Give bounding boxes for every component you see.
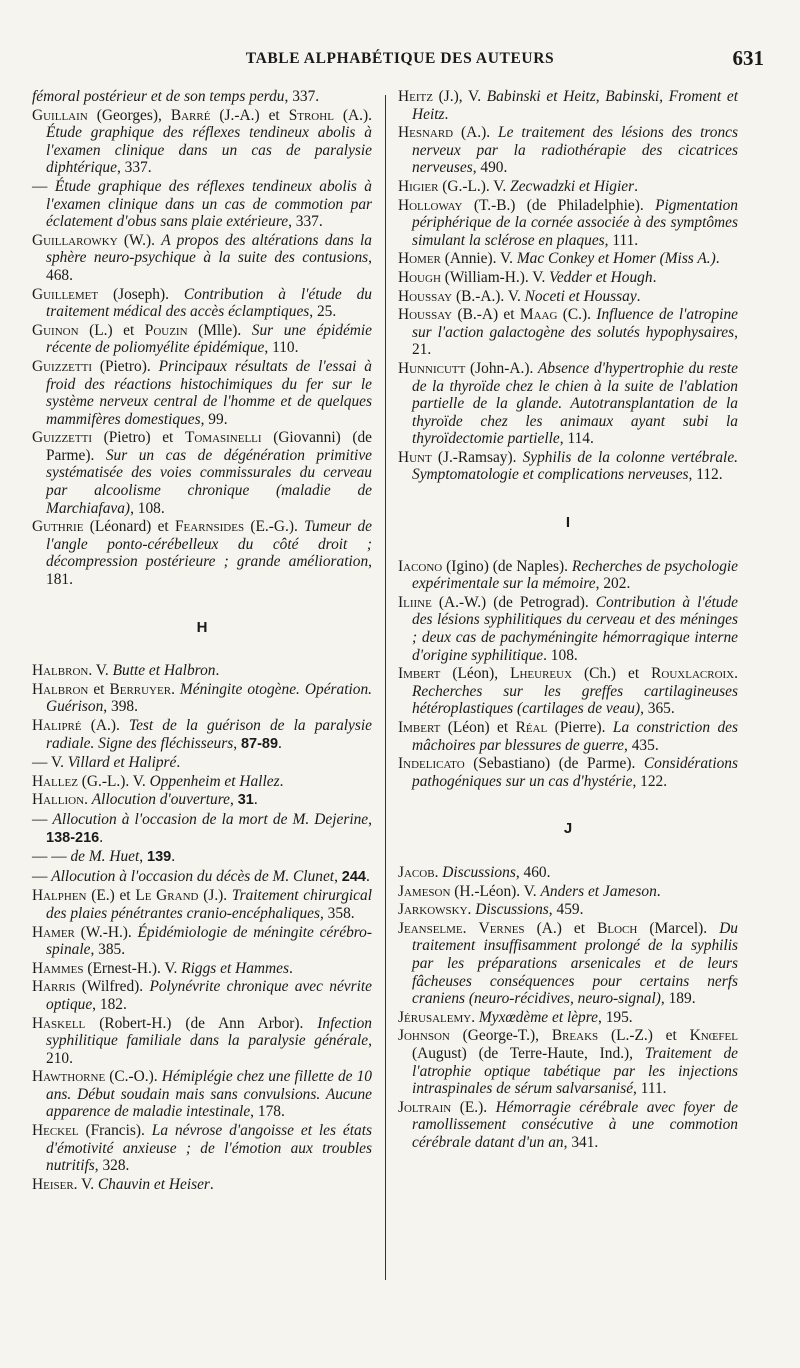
index-entry: fémoral postérieur et de son temps perdu, 337. <box>32 88 320 105</box>
section-letter-i: I <box>565 514 571 532</box>
page-number: 631 <box>732 46 764 70</box>
index-entry: Hammes (Ernest-H.). V. Riggs et Hammes. <box>32 959 293 977</box>
index-entry: Guizzetti (Pietro). Principaux résultats de l'essai à froid des réactions histochimiques du fer sur le système nerveux central de l'homme et de quelques mammifères domestiques, 99. <box>32 357 372 428</box>
index-entry: Guillarowky (W.). A propos des altérations dans la sphère neuro-psychique à la suite des contusions, 468. <box>32 231 372 284</box>
index-entry: — Allocution à l'occasion du décès de M. Clunet, 244. <box>32 867 370 885</box>
index-entry: Hallion. Allocution d'ouverture, 31. <box>32 791 258 809</box>
index-entry: Hallez (G.-L.). V. Oppenheim et Hallez. <box>32 772 284 790</box>
section-letter-h: H <box>196 618 208 636</box>
index-entry: Houssay (B.-A.). V. Noceti et Houssay. <box>398 287 641 305</box>
index-entry: Halbron et Berruyer. Méningite otogène. Opération. Guérison, 398. <box>32 680 372 716</box>
index-entry: Guthrie (Léonard) et Fearnsides (E.-G.). Tumeur de l'angle ponto-cérébelleux du côté droit ; décompression postérieure ; grande amélioration, 181. <box>32 518 372 589</box>
index-entry: Jeanselme. Vernes (A.) et Bloch (Marcel). Du traitement insuffisamment prolongé de la syphilis par les préparations arsenicales et de leurs fâcheuses conséquences pour certains nerfs craniens (neuro-récidives, neuro-signal), 189. <box>398 919 738 1008</box>
index-entry: Hamer (W.-H.). Épidémiologie de méningite cérébro-spinale, 385. <box>32 923 373 959</box>
index-entry: Heitz (J.), V. Babinski et Heitz, Babinski, Froment et Heitz. <box>398 88 738 123</box>
index-entry: Higier (G.-L.). V. Zecwadzki et Higier. <box>398 177 638 195</box>
index-entry: Harris (Wilfred). Polynévrite chronique avec névrite optique, 182. <box>32 978 372 1013</box>
index-entry: Iliine (A.-W.) (de Petrograd). Contribution à l'étude des lésions syphilitiques du cerveau et des méninges ; deux cas de pachyméningite hémorragique interne d'origine syphilitique. 108. <box>398 593 738 664</box>
index-entry: Indelicato (Sebastiano) (de Parme). Considérations pathogéniques sur un cas d'hystérie, 122. <box>398 755 738 790</box>
running-title: TABLE ALPHABÉTIQUE DES AUTEURS <box>245 50 555 67</box>
index-entry: — — de M. Huet, 139. <box>32 848 176 866</box>
index-entry: Guillemet (Joseph). Contribution à l'étude du traitement médical des accès éclamptiques, 25. <box>32 285 372 321</box>
index-entry: Joltrain (E.). Hémorragie cérébrale avec foyer de ramollissement consécutive à une commotion cérébrale datant d'un an, 341. <box>398 1098 739 1151</box>
section-letter-j: J <box>563 820 573 838</box>
index-entry: Iacono (Igino) (de Naples). Recherches de psychologie expérimentale sur la mémoire, 202. <box>398 557 738 593</box>
index-entry: — Étude graphique des réflexes tendineux abolis à l'examen clinique dans un cas de commotion par éclatement d'obus sans plaie extérieure, 337. <box>32 177 372 231</box>
index-entry: — Allocution à l'occasion de la mort de M. Dejerine, 138-216. <box>32 810 372 846</box>
index-entry: Hough (William-H.). V. Vedder et Hough. <box>398 268 657 286</box>
right-column <box>398 88 738 1152</box>
index-entry: Halbron. V. Butte et Halbron. <box>32 662 220 680</box>
index-entry: Jacob. Discussions, 460. <box>398 863 551 881</box>
page-header <box>0 46 800 76</box>
index-entry: Guizzetti (Pietro) et Tomasinelli (Giovanni) (de Parme). Sur un cas de dégénération primitive systématisée des voies commissurales du cerveau par alcoolisme chronique (maladie de Marchiafava), 108. <box>32 429 372 517</box>
index-entry: Hunnicutt (John-A.). Absence d'hypertrophie du reste de la thyroïde chez le chien à la suite de l'ablation partielle de la glande. Autotransplantation de la thyroïde chez les animaux ayant subi la thyroïdectomie partielle, 114. <box>398 359 738 448</box>
index-entry: Guinon (L.) et Pouzin (Mlle). Sur une épidémie récente de poliomyélite épidémique, 110. <box>32 321 372 357</box>
index-entry: Hawthorne (C.-O.). Hémiplégie chez une fillette de 10 ans. Début soudain mais sans convulsions. Aucune apparence de maladie intestinale, 178. <box>32 1068 373 1121</box>
index-entry: Imbert (Léon), Lheureux (Ch.) et Rouxlacroix. Recherches sur les greffes cartilagineuses hétéroplastiques (cartilages de veau), 365. <box>398 665 738 718</box>
index-entry: Jarkowsky. Discussions, 459. <box>398 901 584 919</box>
index-entry: Halphen (E.) et Le Grand (J.). Traitement chirurgical des plaies pénétrantes cranio-encéphaliques, 358. <box>32 887 372 922</box>
index-entry: Houssay (B.-A) et Maag (C.). Influence de l'atropine sur l'action galactogène des solutés hypophysaires, 21. <box>398 306 738 359</box>
column-divider <box>385 95 386 1280</box>
index-entry: Guillain (Georges), Barré (J.-A.) et Strohl (A.). Étude graphique des réflexes tendineux abolis à l'examen clinique dans un cas de paralysie diphtérique, 337. <box>32 106 372 177</box>
index-entry: Johnson (George-T.), Breaks (L.-Z.) et Knœfel (August) (de Terre-Haute, Ind.), Traitement de l'atrophie optique tabétique par les injections intraspinales de sérum salvarsanisé, 111. <box>398 1027 738 1098</box>
index-entry: Hesnard (A.). Le traitement des lésions des troncs nerveux par la radiothérapie des cicatrices nerveuses, 490. <box>398 124 738 177</box>
index-entry: Heiser. V. Chauvin et Heiser. <box>32 1175 214 1193</box>
index-entry: Homer (Annie). V. Mac Conkey et Homer (Miss A.). <box>398 250 720 268</box>
index-entry: Jameson (H.-Léon). V. Anders et Jameson. <box>398 882 661 900</box>
index-entry: Halipré (A.). Test de la guérison de la paralysie radiale. Signe des fléchisseurs, 87-89. <box>32 717 372 752</box>
index-entry: Heckel (Francis). La névrose d'angoisse et les états d'émotivité anxieuse ; de l'émotion aux troubles nutritifs, 328. <box>32 1122 372 1175</box>
index-entry: — V. Villard et Halipré. <box>32 754 181 772</box>
index-entry: Haskell (Robert-H.) (de Ann Arbor). Infection syphilitique familiale dans la paralysie générale, 210. <box>32 1014 372 1067</box>
index-entry: Holloway (T.-B.) (de Philadelphie). Pigmentation périphérique de la cornée associée à des symptômes simulant la sclérose en plaques, 111. <box>398 196 738 249</box>
left-column <box>32 88 372 1194</box>
index-entry: Imbert (Léon) et Réal (Pierre). La constriction des mâchoires par blessures de guerre, 435. <box>398 719 738 754</box>
index-entry: Hunt (J.-Ramsay). Syphilis de la colonne vertébrale. Symptomatologie et complications nerveuses, 112. <box>398 448 739 484</box>
index-entry: Jérusalemy. Myxœdème et lèpre, 195. <box>398 1008 633 1026</box>
